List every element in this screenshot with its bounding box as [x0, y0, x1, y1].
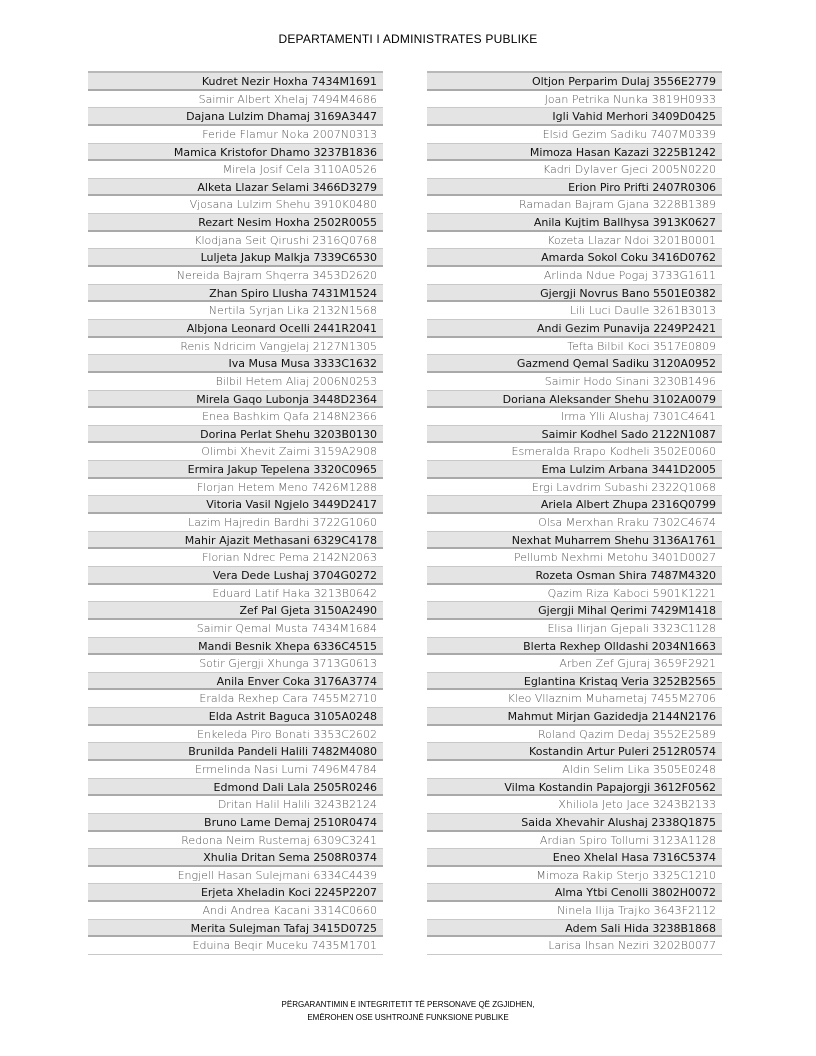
list-item: Nexhat Muharrem Shehu 3136A1761: [427, 532, 722, 550]
list-item: Kleo Vllaznim Muhametaj 7455M2706: [427, 690, 722, 708]
list-item: Xhiliola Jeto Jace 3243B2133: [427, 796, 722, 814]
list-item: Esmeralda Rrapo Kodheli 3502E0060: [427, 443, 722, 461]
list-item: Gazmend Qemal Sadiku 3120A0952: [427, 355, 722, 373]
list-item: Ariela Albert Zhupa 2316Q0799: [427, 496, 722, 514]
list-item: Enkeleda Piro Bonati 3353C2602: [88, 726, 383, 744]
list-item: Mirela Gaqo Lubonja 3448D2364: [88, 391, 383, 409]
list-item: Merita Sulejman Tafaj 3415D0725: [88, 920, 383, 938]
list-item: Rezart Nesim Hoxha 2502R0055: [88, 214, 383, 232]
list-item: Edmond Dali Lala 2505R0246: [88, 779, 383, 797]
list-item: Eneo Xhelal Hasa 7316C5374: [427, 849, 722, 867]
list-item: Alketa Llazar Selami 3466D3279: [88, 179, 383, 197]
list-item: Saimir Qemal Musta 7434M1684: [88, 620, 383, 638]
list-item: Saimir Albert Xhelaj 7494M4686: [88, 91, 383, 109]
list-item: Ardian Spiro Tollumi 3123A1128: [427, 832, 722, 850]
list-item: Adem Sali Hida 3238B1868: [427, 920, 722, 938]
list-item: Nertila Syrjan Lika 2132N1568: [88, 302, 383, 320]
list-item: Vjosana Lulzim Shehu 3910K0480: [88, 196, 383, 214]
list-item: Mahir Ajazit Methasani 6329C4178: [88, 532, 383, 550]
page-title: DEPARTAMENTI I ADMINISTRATES PUBLIKE: [278, 32, 538, 46]
left-name-list: [88, 71, 383, 955]
list-item: Lazim Hajredin Bardhi 3722G1060: [88, 514, 383, 532]
list-item: Anila Enver Coka 3176A3774: [88, 673, 383, 691]
list-item: Olimbi Xhevit Zaimi 3159A2908: [88, 443, 383, 461]
list-item: Lili Luci Daulle 3261B3013: [427, 302, 722, 320]
list-item: Kadri Dylaver Gjeci 2005N0220: [427, 161, 722, 179]
list-item: Florjan Hetem Meno 7426M1288: [88, 479, 383, 497]
list-item: Kozeta Llazar Ndoi 3201B0001: [427, 232, 722, 250]
list-item: Klodjana Seit Qirushi 2316Q0768: [88, 232, 383, 250]
list-item: Bruno Lame Demaj 2510R0474: [88, 814, 383, 832]
list-item: Redona Neim Rustemaj 6309C3241: [88, 832, 383, 850]
list-item: Arlinda Ndue Pogaj 3733G1611: [427, 267, 722, 285]
list-item: Irma Ylli Alushaj 7301C4641: [427, 408, 722, 426]
list-item: Renis Ndricim Vangjelaj 2127N1305: [88, 338, 383, 356]
list-item: Andi Gezim Punavija 2249P2421: [427, 320, 722, 338]
list-item: Elsid Gezim Sadiku 7407M0339: [427, 126, 722, 144]
list-item: Andi Andrea Kacani 3314C0660: [88, 902, 383, 920]
list-item: Gjergji Mihal Qerimi 7429M1418: [427, 602, 722, 620]
list-item: Sotir Gjergji Xhunga 3713G0613: [88, 655, 383, 673]
list-item: Zhan Spiro Llusha 7431M1524: [88, 285, 383, 303]
footer-line-1: PËRGARANTIMIN E INTEGRITETIT TË PERSONAVE QË ZGJIDHEN,: [281, 1000, 535, 1009]
list-item: Mamica Kristofor Dhamo 3237B1836: [88, 144, 383, 162]
list-item: Saida Xhevahir Alushaj 2338Q1875: [427, 814, 722, 832]
list-item: Arben Zef Gjuraj 3659F2921: [427, 655, 722, 673]
list-item: Ema Lulzim Arbana 3441D2005: [427, 461, 722, 479]
list-item: Roland Qazim Dedaj 3552E2589: [427, 726, 722, 744]
list-item: Albjona Leonard Ocelli 2441R2041: [88, 320, 383, 338]
list-item: Amarda Sokol Coku 3416D0762: [427, 249, 722, 267]
list-item: Eduard Latif Haka 3213B0642: [88, 585, 383, 603]
list-item: Gjergji Novrus Bano 5501E0382: [427, 285, 722, 303]
list-item: Enea Bashkim Qafa 2148N2366: [88, 408, 383, 426]
list-item: Vera Dede Lushaj 3704G0272: [88, 567, 383, 585]
list-item: Larisa Ihsan Neziri 3202B0077: [427, 937, 722, 955]
list-item: Igli Vahid Merhori 3409D0425: [427, 108, 722, 126]
list-item: Eralda Rexhep Cara 7455M2710: [88, 690, 383, 708]
list-item: Olsa Merxhan Rraku 7302C4674: [427, 514, 722, 532]
list-item: Qazim Riza Kaboci 5901K1221: [427, 585, 722, 603]
list-item: Iva Musa Musa 3333C1632: [88, 355, 383, 373]
page-footer: [0, 998, 816, 1024]
list-item: Mandi Besnik Xhepa 6336C4515: [88, 638, 383, 656]
list-item: Elisa Ilirjan Gjepali 3323C1128: [427, 620, 722, 638]
list-item: Elda Astrit Baguca 3105A0248: [88, 708, 383, 726]
list-item: Kudret Nezir Hoxha 7434M1691: [88, 73, 383, 91]
list-item: Florian Ndrec Pema 2142N2063: [88, 549, 383, 567]
list-item: Engjell Hasan Sulejmani 6334C4439: [88, 867, 383, 885]
list-item: Ramadan Bajram Gjana 3228B1389: [427, 196, 722, 214]
list-item: Alma Ytbi Cenolli 3802H0072: [427, 884, 722, 902]
list-item: Kostandin Artur Puleri 2512R0574: [427, 743, 722, 761]
list-item: Nereida Bajram Shqerra 3453D2620: [88, 267, 383, 285]
list-item: Doriana Aleksander Shehu 3102A0079: [427, 391, 722, 409]
list-item: Bilbil Hetem Aliaj 2006N0253: [88, 373, 383, 391]
list-item: Feride Flamur Noka 2007N0313: [88, 126, 383, 144]
right-name-list: [427, 71, 722, 955]
list-item: Ermira Jakup Tepelena 3320C0965: [88, 461, 383, 479]
list-item: Tefta Bilbil Koci 3517E0809: [427, 338, 722, 356]
list-item: Mirela Josif Cela 3110A0526: [88, 161, 383, 179]
list-item: Aldin Selim Lika 3505E0248: [427, 761, 722, 779]
list-item: Vilma Kostandin Papajorgji 3612F0562: [427, 779, 722, 797]
list-item: Eglantina Kristaq Veria 3252B2565: [427, 673, 722, 691]
list-item: Luljeta Jakup Malkja 7339C6530: [88, 249, 383, 267]
list-item: Vitoria Vasil Ngjelo 3449D2417: [88, 496, 383, 514]
list-item: Brunilda Pandeli Halili 7482M4080: [88, 743, 383, 761]
list-item: Erion Piro Prifti 2407R0306: [427, 179, 722, 197]
list-item: Saimir Hodo Sinani 3230B1496: [427, 373, 722, 391]
footer-line-2: EMËROHEN OSE USHTROJNË FUNKSIONE PUBLIKE: [307, 1013, 509, 1022]
list-item: Ermelinda Nasi Lumi 7496M4784: [88, 761, 383, 779]
list-item: Zef Pal Gjeta 3150A2490: [88, 602, 383, 620]
list-item: Dorina Perlat Shehu 3203B0130: [88, 426, 383, 444]
list-item: Dajana Lulzim Dhamaj 3169A3447: [88, 108, 383, 126]
list-item: Joan Petrika Nunka 3819H0933: [427, 91, 722, 109]
list-item: Anila Kujtim Ballhysa 3913K0627: [427, 214, 722, 232]
list-item: Mahmut Mirjan Gazidedja 2144N2176: [427, 708, 722, 726]
list-item: Mimoza Hasan Kazazi 3225B1242: [427, 144, 722, 162]
list-item: Eduina Beqir Muceku 7435M1701: [88, 937, 383, 955]
list-item: Xhulia Dritan Sema 2508R0374: [88, 849, 383, 867]
list-item: Ninela Ilija Trajko 3643F2112: [427, 902, 722, 920]
list-item: Pellumb Nexhmi Metohu 3401D0027: [427, 549, 722, 567]
list-item: Erjeta Xheladin Koci 2245P2207: [88, 884, 383, 902]
list-item: Oltjon Perparim Dulaj 3556E2779: [427, 73, 722, 91]
list-item: Rozeta Osman Shira 7487M4320: [427, 567, 722, 585]
list-item: Mimoza Rakip Sterjo 3325C1210: [427, 867, 722, 885]
list-item: Saimir Kodhel Sado 2122N1087: [427, 426, 722, 444]
list-item: Blerta Rexhep Olldashi 2034N1663: [427, 638, 722, 656]
list-item: Dritan Halil Halili 3243B2124: [88, 796, 383, 814]
list-item: Ergi Lavdrim Subashi 2322Q1068: [427, 479, 722, 497]
